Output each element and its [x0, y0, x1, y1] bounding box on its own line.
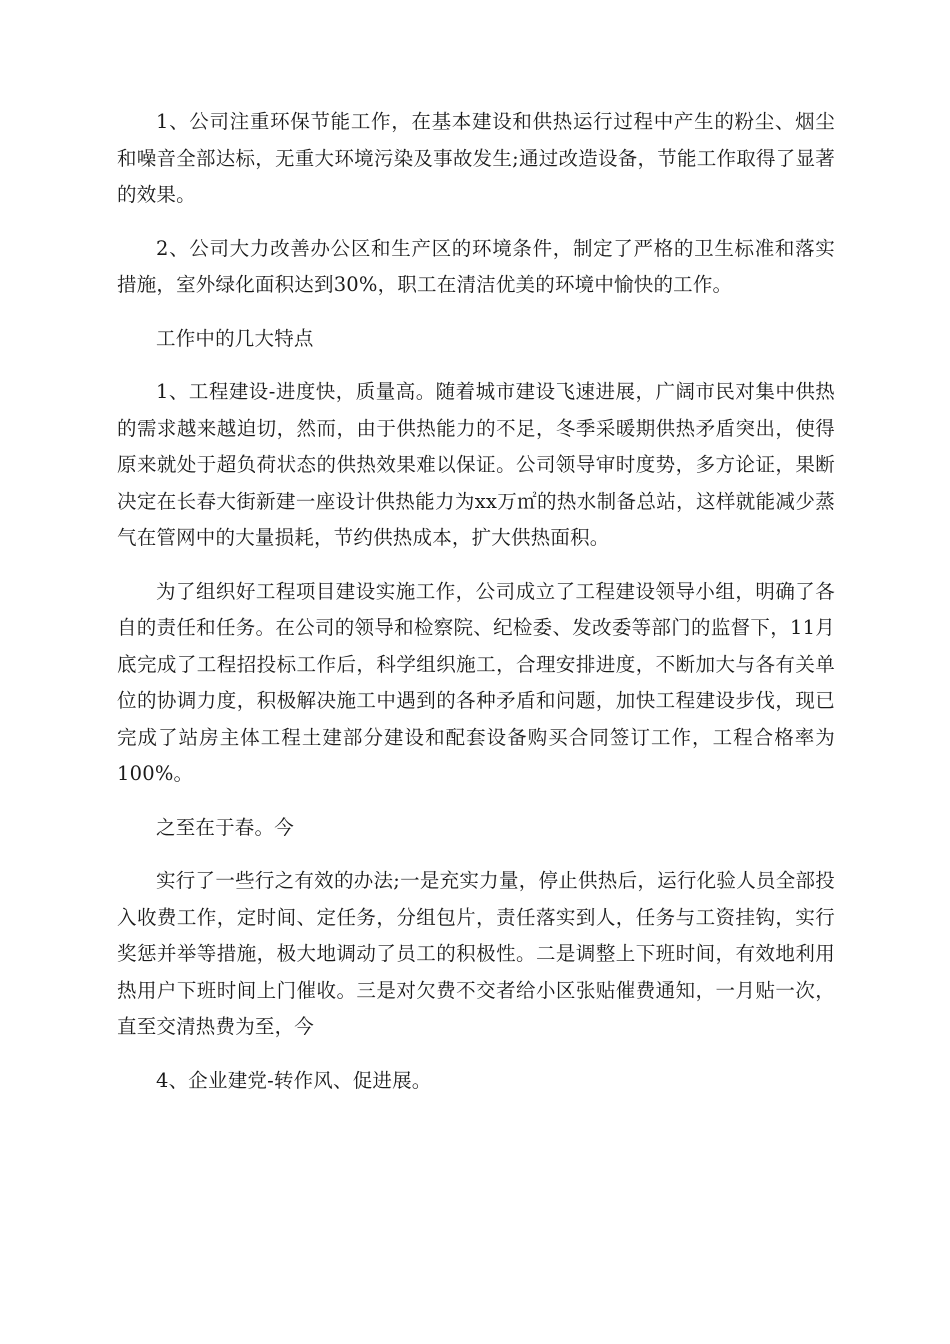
paragraph-environmental-energy-saving: 1、公司注重环保节能工作，在基本建设和供热运行过程中产生的粉尘、烟尘和噪音全部达标，无重大环境污染及事故发生;通过改造设备，节能工作取得了显著的效果。 [117, 110, 835, 206]
paragraph-fragment: 之至在于春。今 [156, 815, 294, 839]
document-body [117, 104, 835, 1116]
paragraph-engineering-construction: 1、工程建设-进度快，质量高。随着城市建设飞速进展，广阔市民对集中供热的需求越来越迫切，然而，由于供热能力的不足，冬季采暖期供热矛盾突出，使得原来就处于超负荷状态的供热效果难以保证。公司领导审时度势，多方论证，果断决定在长春大街新建一座设计供热能力为xx万㎡的热水制备总站，这样就能减少蒸气在管网中的大量损耗，节约供热成本，扩大供热面积。 [117, 380, 835, 549]
paragraph-project-organization: 为了组织好工程项目建设实施工作，公司成立了工程建设领导小组，明确了各自的责任和任务。在公司的领导和检察院、纪检委、发改委等部门的监督下，11月底完成了工程招投标工作后，科学组织施工，合理安排进度，不断加大与各有关单位的协调力度，积极解决施工中遇到的各种矛盾和问题，加快工程建设步伐，现已完成了站房主体工程土建部分建设和配套设备购买合同签订工作，工程合格率为100%。 [117, 579, 835, 785]
paragraph-office-environment: 2、公司大力改善办公区和生产区的环境条件，制定了严格的卫生标准和落实措施，室外绿化面积达到30%，职工在清洁优美的环境中愉快的工作。 [117, 236, 835, 296]
section-heading-features: 工作中的几大特点 [156, 326, 314, 350]
paragraph-fee-collection-measures: 实行了一些行之有效的办法;一是充实力量，停止供热后，运行化验人员全部投入收费工作，定时间、定任务，分组包片，责任落实到人，任务与工资挂钩，实行奖惩并举等措施，极大地调动了员工的积极性。二是调整上下班时间，有效地利用热用户下班时间上门催收。三是对欠费不交者给小区张贴催费通知，一月贴一次，直至交清热费为至，今 [117, 869, 835, 1038]
paragraph-party-building: 4、企业建党-转作风、促进展。 [156, 1068, 432, 1092]
